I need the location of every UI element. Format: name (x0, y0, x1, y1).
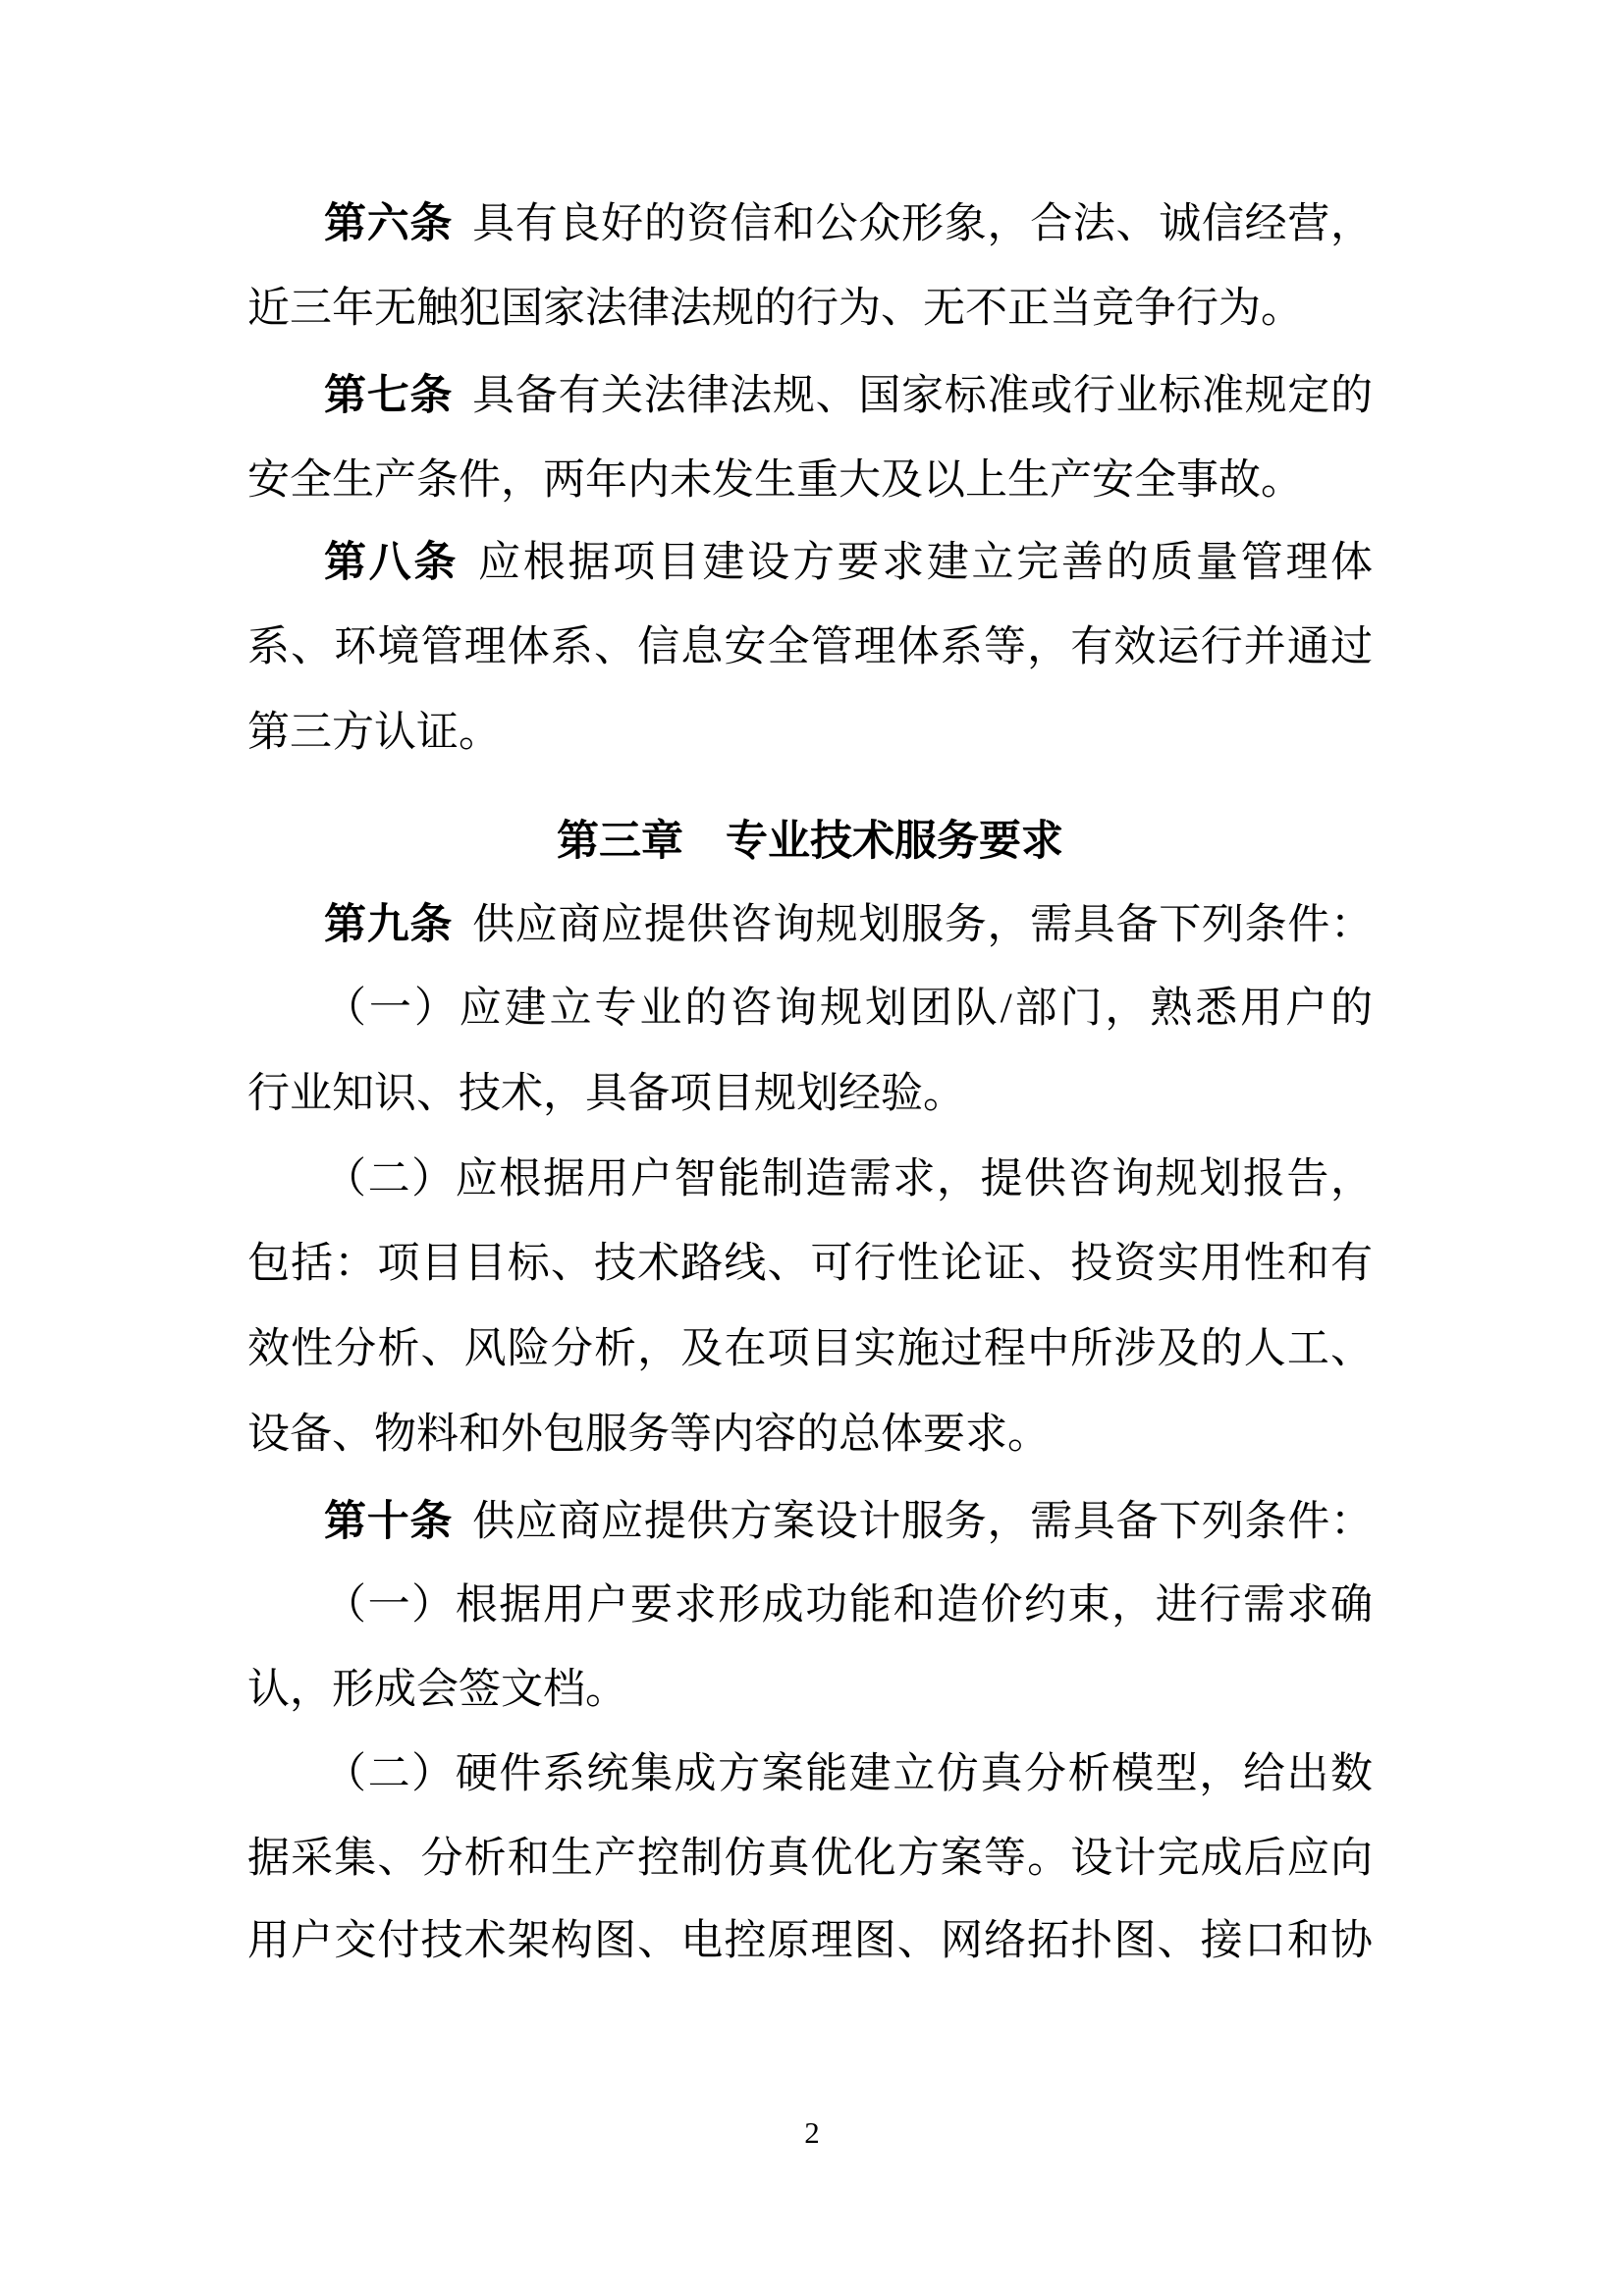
text-line (247, 1051, 1373, 1138)
line-text: 据采集、分析和生产控制仿真优化方案等。设计完成后应向 (247, 1836, 1373, 1882)
line-text: 安全生产条件，两年内未发生重大及以上生产安全事故。 (247, 457, 1303, 504)
article-10-label: 第十条 (324, 1498, 454, 1545)
text-line (247, 266, 1373, 352)
line-text: （一）应建立专业的咨询规划团队/部门，熟悉用户的 (324, 986, 1373, 1032)
text-line-item-1-start (247, 1563, 1373, 1649)
line-text: 设备、物料和外包服务等内容的总体要求。 (247, 1412, 1050, 1458)
page-number: 2 (804, 2115, 820, 2150)
text-line-article-9-start (247, 881, 1373, 968)
text-line-article-7-start (247, 352, 1373, 439)
text-line (247, 605, 1373, 691)
article-8-label: 第八条 (324, 539, 460, 586)
line-text: 系、环境管理体系、信息安全管理体系等，有效运行并通过 (247, 624, 1373, 670)
line-text: 包括：项目目标、技术路线、可行性论证、投资实用性和有 (247, 1241, 1373, 1287)
text-line-article-8-start (247, 519, 1373, 606)
line-text: 认，形成会签文档。 (247, 1667, 627, 1713)
text-line (247, 1898, 1373, 1985)
line-text: 用户交付技术架构图、电控原理图、网络拓扑图、接口和协 (247, 1918, 1373, 1964)
text-line-item-2-start (247, 1732, 1373, 1818)
text-line-item-2-start (247, 1137, 1373, 1223)
line-text: （二）硬件系统集成方案能建立仿真分析模型，给出数 (324, 1751, 1373, 1797)
line-text: 供应商应提供方案设计服务，需具备下列条件： (472, 1499, 1374, 1545)
text-line (247, 1221, 1373, 1308)
chapter-heading: 第三章 专业技术服务要求 (557, 818, 1063, 865)
line-text: （二）应根据用户智能制造需求，提供咨询规划报告， (324, 1156, 1373, 1202)
text-line (247, 438, 1373, 524)
line-text: 行业知识、技术，具备项目规划经验。 (247, 1071, 965, 1117)
line-text: （一）根据用户要求形成功能和造价约束，进行需求确 (324, 1582, 1373, 1629)
line-text: 应根据项目建设方要求建立完善的质量管理体 (478, 540, 1374, 586)
line-text: 供应商应提供咨询规划服务，需具备下列条件： (472, 902, 1374, 948)
text-line (247, 1647, 1373, 1734)
line-text: 具备有关法律法规、国家标准或行业标准规定的 (472, 373, 1374, 419)
text-line (247, 1816, 1373, 1902)
text-line (247, 1392, 1373, 1478)
article-6-label: 第六条 (324, 200, 454, 247)
text-line-article-6-start (247, 181, 1373, 267)
text-line-article-10-start (247, 1478, 1373, 1565)
text-line (247, 690, 1373, 776)
text-line-item-1-start (247, 966, 1373, 1052)
line-text: 近三年无触犯国家法律法规的行为、无不正当竞争行为。 (247, 286, 1303, 332)
article-9-label: 第九条 (324, 901, 454, 948)
article-7-label: 第七条 (324, 372, 454, 419)
text-line (247, 1307, 1373, 1393)
line-text: 效性分析、风险分析，及在项目实施过程中所涉及的人工、 (247, 1326, 1373, 1372)
line-text: 具有良好的资信和公众形象，合法、诚信经营， (472, 201, 1374, 247)
line-text: 第三方认证。 (247, 710, 501, 756)
